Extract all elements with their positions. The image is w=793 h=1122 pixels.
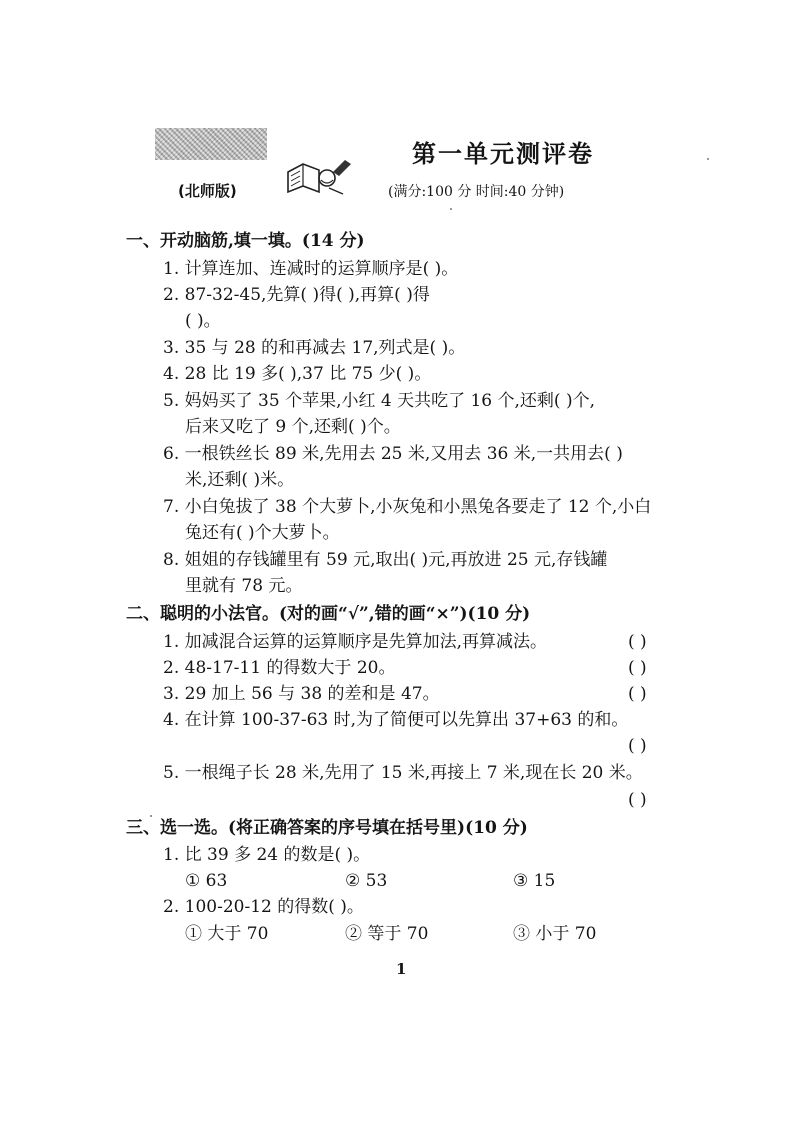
scan-speck [707, 158, 709, 160]
s1-line-8b: 里就有 78 元。 [185, 576, 303, 596]
s1-line-5b: 后来又吃了 9 个,还剩( )个。 [185, 417, 401, 437]
s2-line-3: 3. 29 加上 56 与 38 的差和是 47。 [163, 684, 440, 704]
s2-answer-5: ( ) [628, 790, 647, 810]
s1-line-2: 2. 87-32-45,先算( )得( ),再算( )得 [163, 285, 430, 305]
s2-line-4: 4. 在计算 100-37-63 时,为了简便可以先算出 37+63 的和。 [163, 710, 629, 730]
section-3-heading: 三、选一选。(将正确答案的序号填在括号里)(10 分) [126, 818, 528, 838]
s1-line-3: 3. 35 与 28 的和再减去 17,列式是( )。 [163, 338, 466, 358]
s3-q2-option-1: ① 大于 70 [185, 924, 269, 944]
s1-line-5: 5. 妈妈买了 35 个苹果,小红 4 天共吃了 16 个,还剩( )个, [163, 391, 596, 411]
s1-line-6: 6. 一根铁丝长 89 米,先用去 25 米,又用去 36 米,一共用去( ) [163, 444, 623, 464]
page-title: 第一单元测评卷 [412, 139, 594, 168]
scan-speck [450, 208, 452, 210]
s2-line-2: 2. 48-17-11 的得数大于 20。 [163, 658, 396, 678]
s3-q1-stem: 1. 比 39 多 24 的数是( )。 [163, 845, 371, 865]
gray-stamp-patch [155, 128, 267, 160]
s3-q1-option-2: ② 53 [345, 871, 388, 891]
s1-line-2b: ( )。 [185, 311, 221, 331]
s1-line-6b: 米,还剩( )米。 [185, 470, 295, 490]
s3-q2-option-2: ② 等于 70 [345, 924, 429, 944]
book-mascot-logo [285, 150, 355, 198]
s3-q1-option-3: ③ 15 [513, 871, 556, 891]
s2-answer-3: ( ) [628, 684, 647, 704]
s1-line-4: 4. 28 比 19 多( ),37 比 75 少( )。 [163, 364, 432, 384]
edition-label: (北师版) [178, 182, 237, 200]
s1-line-8: 8. 姐姐的存钱罐里有 59 元,取出( )元,再放进 25 元,存钱罐 [163, 550, 608, 570]
s3-q2-option-3: ③ 小于 70 [513, 924, 597, 944]
s1-line-7b: 兔还有( )个大萝卜。 [185, 523, 340, 543]
s2-line-1: 1. 加减混合运算的运算顺序是先算加法,再算减法。 [163, 632, 548, 652]
s2-line-5: 5. 一根绳子长 28 米,先用了 15 米,再接上 7 米,现在长 20 米。 [163, 763, 643, 783]
page-number: 1 [396, 960, 407, 978]
s1-line-7: 7. 小白兔拔了 38 个大萝卜,小灰兔和小黑兔各要走了 12 个,小白 [163, 497, 652, 517]
s3-q2-stem: 2. 100-20-12 的得数( )。 [163, 897, 364, 917]
scan-speck [150, 815, 152, 817]
section-1-heading: 一、开动脑筋,填一填。(14 分) [126, 231, 365, 251]
s2-answer-2: ( ) [628, 658, 647, 678]
s3-q1-option-1: ① 63 [185, 871, 228, 891]
s2-answer-4: ( ) [628, 736, 647, 756]
s2-answer-1: ( ) [628, 632, 647, 652]
section-2-heading: 二、聪明的小法官。(对的画“√”,错的画“×”)(10 分) [126, 604, 531, 624]
s1-line-1: 1. 计算连加、连减时的运算顺序是( )。 [163, 259, 459, 279]
score-time-info: (满分:100 分 时间:40 分钟) [388, 184, 565, 200]
